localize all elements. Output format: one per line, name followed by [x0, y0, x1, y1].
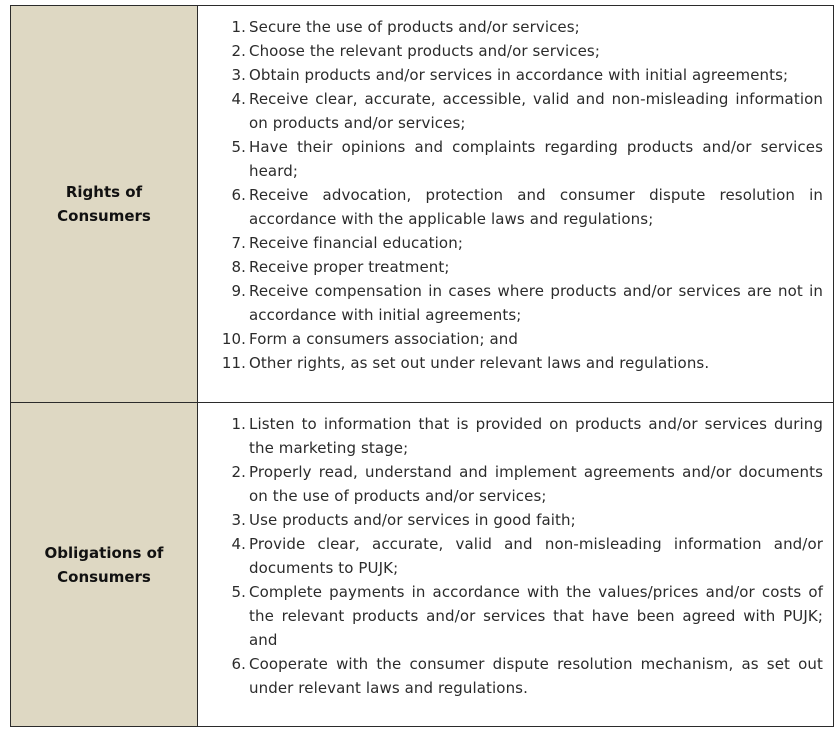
- table-row-obligations: [11, 403, 834, 727]
- list-item: [198, 279, 823, 327]
- item-number: 4.: [231, 535, 246, 553]
- item-text: Receive proper treatment;: [249, 258, 450, 276]
- list-item: [198, 508, 823, 532]
- item-number: 10.: [221, 330, 246, 348]
- row-label: Obligations of Consumers: [44, 543, 164, 586]
- item-text: Cooperate with the consumer dispute resolution mechanism, as set out under relevant laws and regulations.: [249, 655, 823, 697]
- list-item: [198, 87, 823, 135]
- list-item: [198, 183, 823, 231]
- obligations-list: [198, 403, 833, 700]
- item-text: Have their opinions and complaints regarding products and/or services heard;: [249, 138, 823, 180]
- item-number: 5.: [231, 583, 246, 601]
- item-text: Use products and/or services in good faith;: [249, 511, 576, 529]
- item-text: Receive financial education;: [249, 234, 463, 252]
- rights-obligations-table: [10, 5, 834, 727]
- item-number: 2.: [231, 463, 246, 481]
- item-number: 1.: [231, 18, 246, 36]
- item-text: Complete payments in accordance with the values/prices and/or costs of the relevant products and/or services that have been agreed with PUJK; and: [249, 583, 823, 649]
- list-item: [198, 460, 823, 508]
- item-text: Secure the use of products and/or services;: [249, 18, 580, 36]
- item-number: 5.: [231, 138, 246, 156]
- row-list-cell: [198, 6, 834, 403]
- item-text: Receive compensation in cases where products and/or services are not in accordance with initial agreements;: [249, 282, 823, 324]
- list-item: [198, 532, 823, 580]
- list-item: [198, 255, 823, 279]
- item-text: Choose the relevant products and/or services;: [249, 42, 600, 60]
- item-number: 8.: [231, 258, 246, 276]
- item-number: 6.: [231, 655, 246, 673]
- list-item: [198, 63, 823, 87]
- list-item: [198, 327, 823, 351]
- item-text: Form a consumers association; and: [249, 330, 519, 348]
- item-number: 4.: [231, 90, 246, 108]
- item-number: 2.: [231, 42, 246, 60]
- list-item: [198, 135, 823, 183]
- item-text: Listen to information that is provided on products and/or services during the marketing stage;: [249, 415, 823, 457]
- list-item: [198, 351, 823, 375]
- item-number: 6.: [231, 186, 246, 204]
- item-number: 3.: [231, 66, 246, 84]
- item-number: 9.: [231, 282, 246, 300]
- list-item: [198, 15, 823, 39]
- list-item: [198, 231, 823, 255]
- row-label-cell: [11, 403, 198, 727]
- item-number: 3.: [231, 511, 246, 529]
- item-text: Other rights, as set out under relevant laws and regulations.: [249, 354, 710, 372]
- item-number: 1.: [231, 415, 246, 433]
- list-item: [198, 652, 823, 700]
- item-text: Receive advocation, protection and consumer dispute resolution in accordance with the applicable laws and regulations;: [249, 186, 823, 228]
- rights-list: [198, 6, 833, 375]
- table-row-rights: [11, 6, 834, 403]
- item-text: Provide clear, accurate, valid and non-misleading information and/or documents to PUJK;: [249, 535, 823, 577]
- item-number: 7.: [231, 234, 246, 252]
- list-item: [198, 412, 823, 460]
- list-item: [198, 39, 823, 63]
- item-text: Properly read, understand and implement agreements and/or documents on the use of products and/or services;: [249, 463, 823, 505]
- item-number: 11.: [221, 354, 246, 372]
- row-label-cell: [11, 6, 198, 403]
- row-list-cell: [198, 403, 834, 727]
- item-text: Receive clear, accurate, accessible, valid and non-misleading information on products and/or services;: [249, 90, 823, 132]
- row-label: Rights of Consumers: [57, 183, 151, 225]
- list-item: [198, 580, 823, 652]
- item-text: Obtain products and/or services in accordance with initial agreements;: [249, 66, 789, 84]
